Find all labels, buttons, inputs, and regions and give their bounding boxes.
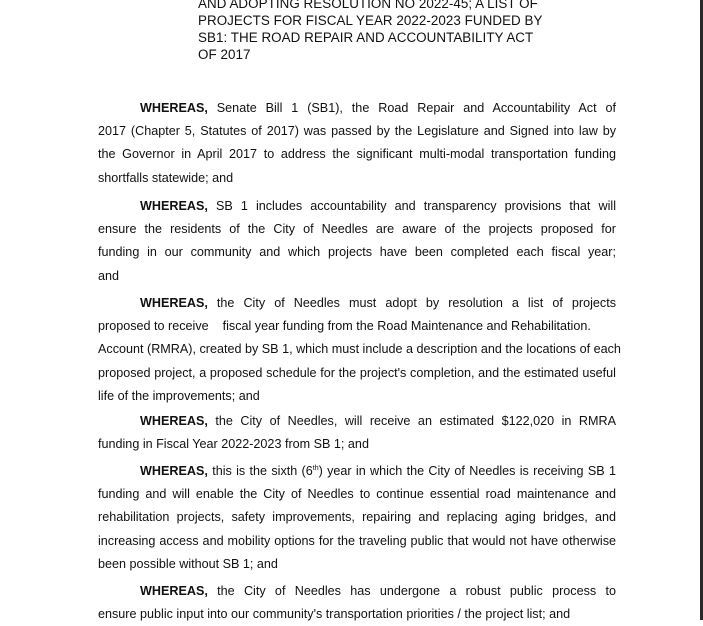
line-text: the City of Needles, will receive an estimated $122,020 in RMRA xyxy=(207,414,616,428)
line-text: this is the sixth (6 xyxy=(207,464,313,478)
paragraph-line: ensure public input into our community's transportation priorities / the project list; and xyxy=(98,607,571,622)
line-text: ) year in which the City of Needles is receiving SB 1 xyxy=(318,464,616,478)
paragraph-line xyxy=(98,195,616,218)
paragraph-line: funding and will enable the City of Needles to continue essential road maintenance and xyxy=(98,487,616,502)
paragraph-line: funding in our community and which projects have been completed each fiscal year; xyxy=(98,245,616,260)
paragraph-line: funding in Fiscal Year 2022-2023 from SB 1; and xyxy=(98,437,369,452)
paragraph-line xyxy=(98,97,616,120)
paragraph-line: shortfalls statewide; and xyxy=(98,170,234,185)
paragraph-line: proposed project, a proposed schedule for the project's completion, and the estimated useful xyxy=(98,365,616,380)
title-line: SB1: THE ROAD REPAIR AND ACCOUNTABILITY ACT xyxy=(198,30,534,45)
paragraph-line: life of the improvements; and xyxy=(98,388,260,403)
whereas-keyword: WHEREAS, xyxy=(140,464,208,478)
line-text: the City of Needles has undergone a robust public process to xyxy=(207,584,616,598)
title-line: AND ADOPTING RESOLUTION NO 2022-45; A LIST OF xyxy=(198,0,538,11)
paragraph-line: and xyxy=(98,268,120,283)
whereas-paragraph-sb1-passed xyxy=(98,97,616,190)
paragraph-line: the Governor in April 2017 to address the significant multi-modal transportation funding xyxy=(98,147,616,162)
whereas-paragraph-sixth-year xyxy=(98,460,616,576)
paragraph-line xyxy=(98,410,616,433)
whereas-keyword: WHEREAS, xyxy=(140,296,208,310)
paragraph-line xyxy=(98,580,616,603)
whereas-keyword: WHEREAS, xyxy=(140,414,208,428)
whereas-keyword: WHEREAS, xyxy=(140,584,208,598)
whereas-paragraph-public-process xyxy=(98,580,616,626)
paragraph-line: proposed to receive fiscal year funding from the Road Maintenance and Rehabilitation. xyxy=(98,319,591,334)
resolution-title xyxy=(198,0,543,63)
paragraph-line: been possible without SB 1; and xyxy=(98,556,278,571)
line-text: SB 1 includes accountability and transparency provisions that will xyxy=(207,199,616,213)
paragraph-line xyxy=(98,460,616,483)
paragraph-line: Account (RMRA), created by SB 1, which must include a description and the locations of each xyxy=(98,342,621,357)
whereas-paragraph-adopt-list xyxy=(98,292,621,408)
whereas-keyword: WHEREAS, xyxy=(140,101,208,115)
whereas-keyword: WHEREAS, xyxy=(140,199,208,213)
paragraph-line xyxy=(98,292,616,315)
line-text: Senate Bill 1 (SB1), the Road Repair and Accountability Act of xyxy=(207,101,616,115)
title-line: PROJECTS FOR FISCAL YEAR 2022-2023 FUNDED BY xyxy=(198,13,543,28)
paragraph-line: 2017 (Chapter 5, Statutes of 2017) was passed by the Legislature and Signed into law by xyxy=(98,124,616,139)
whereas-paragraph-accountability xyxy=(98,195,616,288)
ordinal-superscript: th xyxy=(312,464,319,472)
paragraph-line: increasing access and mobility options for the traveling public that would not have otherwise xyxy=(98,533,616,548)
paragraph-line: ensure the residents of the City of Needles are aware of the projects proposed for xyxy=(98,222,616,237)
line-text: the City of Needles must adopt by resolution a list of projects xyxy=(207,296,616,310)
title-line: OF 2017 xyxy=(198,47,251,62)
paragraph-line: rehabilitation projects, safety improvements, repairing and replacing aging bridges, and xyxy=(98,510,616,525)
whereas-paragraph-rmra-funding xyxy=(98,410,616,456)
